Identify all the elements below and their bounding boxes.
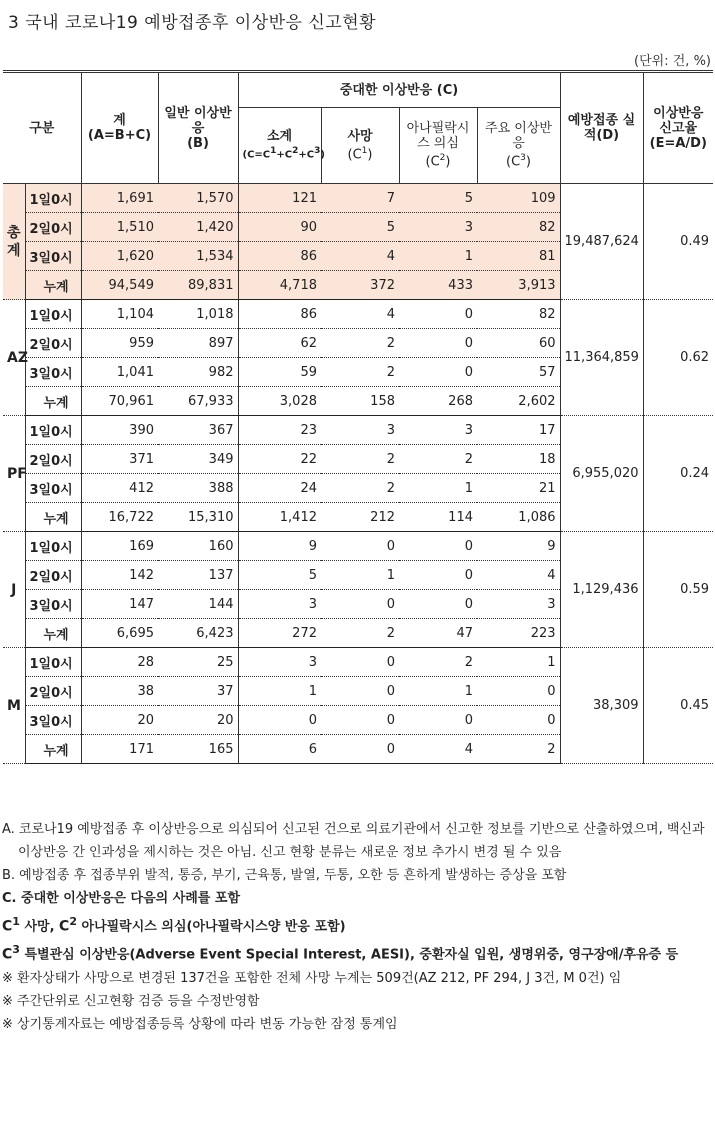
cell-c3: 9 xyxy=(477,532,560,561)
row-label: 1일0시 xyxy=(25,184,81,213)
cell-a: 1,691 xyxy=(81,184,158,213)
cell-c1: 372 xyxy=(321,271,399,300)
cell-c3: 1 xyxy=(477,648,560,677)
note-a: A. 코로나19 예방접종 후 이상반응으로 의심되어 신고된 건으로 의료기관에서 신고한 정보를 기반으로 산출하였으며, 백신과 이상반응 간 인과성을 제시하는 것은 아님. 신고 현황 분류는 새로운 정보 추가시 변경 될 수 있음 xyxy=(2,822,705,860)
cell-c: 62 xyxy=(238,329,321,358)
cell-c3: 18 xyxy=(477,445,560,474)
cell-c1: 2 xyxy=(321,445,399,474)
cell-b: 1,570 xyxy=(158,184,238,213)
cell-a: 147 xyxy=(81,590,158,619)
cell-c: 9 xyxy=(238,532,321,561)
cell-c: 1 xyxy=(238,677,321,706)
rate-cell: 0.59 xyxy=(643,532,713,648)
row-label: 1일0시 xyxy=(25,300,81,329)
cell-b: 20 xyxy=(158,706,238,735)
cell-a: 412 xyxy=(81,474,158,503)
vaccinations-cell: 38,309 xyxy=(560,648,643,764)
cell-a: 142 xyxy=(81,561,158,590)
cell-a: 169 xyxy=(81,532,158,561)
row-label: 누계 xyxy=(25,619,81,648)
row-label: 2일0시 xyxy=(25,445,81,474)
row-label: 3일0시 xyxy=(25,474,81,503)
cell-c1: 2 xyxy=(321,619,399,648)
table-row xyxy=(3,416,713,445)
note-death-total: ※ 환자상태가 사망으로 변경된 137건을 포함한 전체 사망 누계는 509건(AZ 212, PF 294, J 3건, M 0건) 임 xyxy=(2,970,622,986)
row-label: 1일0시 xyxy=(25,416,81,445)
cell-b: 349 xyxy=(158,445,238,474)
cell-c: 3,028 xyxy=(238,387,321,416)
note-weekly: ※ 주간단위로 신고현황 검증 등을 수정반영함 xyxy=(2,993,260,1009)
row-label: 2일0시 xyxy=(25,213,81,242)
cell-c2: 2 xyxy=(399,648,477,677)
vaccinations-cell: 19,487,624 xyxy=(560,184,643,300)
cell-c2: 5 xyxy=(399,184,477,213)
group-label: PF xyxy=(3,416,25,532)
cell-c: 24 xyxy=(238,474,321,503)
cell-c: 3 xyxy=(238,590,321,619)
rate-cell: 0.24 xyxy=(643,416,713,532)
cell-c1: 7 xyxy=(321,184,399,213)
cell-b: 15,310 xyxy=(158,503,238,532)
table-row xyxy=(3,300,713,329)
cell-c1: 5 xyxy=(321,213,399,242)
cell-c: 0 xyxy=(238,706,321,735)
cell-c3: 3 xyxy=(477,590,560,619)
cell-b: 137 xyxy=(158,561,238,590)
group-label: 총계 xyxy=(3,184,25,300)
cell-b: 6,423 xyxy=(158,619,238,648)
cell-c: 5 xyxy=(238,561,321,590)
header-major: 주요 이상반응 $(C^3)$ xyxy=(477,108,560,184)
cell-c2: 0 xyxy=(399,532,477,561)
cell-b: 982 xyxy=(158,358,238,387)
cell-c: 4,718 xyxy=(238,271,321,300)
cell-c3: 82 xyxy=(477,213,560,242)
page-title: 3 국내 코로나19 예방접종후 이상반응 신고현황 xyxy=(8,13,377,33)
cell-c: 86 xyxy=(238,300,321,329)
cell-a: 1,041 xyxy=(81,358,158,387)
cell-c2: 0 xyxy=(399,706,477,735)
cell-b: 89,831 xyxy=(158,271,238,300)
cell-b: 367 xyxy=(158,416,238,445)
cell-c2: 3 xyxy=(399,416,477,445)
footnotes xyxy=(2,818,710,1036)
cell-c3: 57 xyxy=(477,358,560,387)
cell-a: 6,695 xyxy=(81,619,158,648)
cell-c2: 433 xyxy=(399,271,477,300)
row-label: 누계 xyxy=(25,387,81,416)
header-general: 일반 이상반응 (B) xyxy=(158,72,238,184)
group-label: M xyxy=(3,648,25,764)
cell-c1: 0 xyxy=(321,706,399,735)
cell-c: 86 xyxy=(238,242,321,271)
table-row xyxy=(3,532,713,561)
cell-c1: 0 xyxy=(321,735,399,764)
cell-a: 1,620 xyxy=(81,242,158,271)
cell-c1: 4 xyxy=(321,242,399,271)
note-c1-c2: $C^1$ 사망, $C^2$ 아나필락시스 의심(아나필락시스양 반응 포함) xyxy=(2,915,346,935)
cell-c: 272 xyxy=(238,619,321,648)
rate-cell: 0.62 xyxy=(643,300,713,416)
cell-c3: 17 xyxy=(477,416,560,445)
cell-c1: 2 xyxy=(321,329,399,358)
table-row xyxy=(3,184,713,213)
cell-c2: 1 xyxy=(399,677,477,706)
cell-b: 1,534 xyxy=(158,242,238,271)
cell-c3: 1,086 xyxy=(477,503,560,532)
row-label: 2일0시 xyxy=(25,677,81,706)
row-label: 누계 xyxy=(25,271,81,300)
row-label: 3일0시 xyxy=(25,358,81,387)
cell-c1: 0 xyxy=(321,532,399,561)
cell-b: 67,933 xyxy=(158,387,238,416)
rate-cell: 0.49 xyxy=(643,184,713,300)
cell-c2: 0 xyxy=(399,329,477,358)
cell-c1: 2 xyxy=(321,474,399,503)
row-label: 3일0시 xyxy=(25,242,81,271)
cell-c2: 114 xyxy=(399,503,477,532)
cell-a: 1,510 xyxy=(81,213,158,242)
table-row xyxy=(3,648,713,677)
row-label: 누계 xyxy=(25,735,81,764)
vaccinations-cell: 1,129,436 xyxy=(560,532,643,648)
unit-label: (단위: 건, %) xyxy=(634,54,711,69)
cell-c2: 0 xyxy=(399,590,477,619)
cell-a: 371 xyxy=(81,445,158,474)
cell-b: 25 xyxy=(158,648,238,677)
cell-a: 20 xyxy=(81,706,158,735)
cell-a: 171 xyxy=(81,735,158,764)
cell-b: 1,420 xyxy=(158,213,238,242)
cell-a: 28 xyxy=(81,648,158,677)
cell-a: 94,549 xyxy=(81,271,158,300)
note-b: B. 예방접종 후 접종부위 발적, 통증, 부기, 근육통, 발열, 두통, 오한 등 흔하게 발생하는 증상을 포함 xyxy=(2,868,567,883)
cell-c2: 3 xyxy=(399,213,477,242)
cell-c3: 4 xyxy=(477,561,560,590)
cell-c2: 2 xyxy=(399,445,477,474)
cell-c2: 1 xyxy=(399,474,477,503)
cell-c1: 4 xyxy=(321,300,399,329)
header-serious: 중대한 이상반응 (C) xyxy=(238,72,560,108)
cell-c3: 109 xyxy=(477,184,560,213)
rate-cell: 0.45 xyxy=(643,648,713,764)
cell-c2: 4 xyxy=(399,735,477,764)
cell-c3: 2,602 xyxy=(477,387,560,416)
cell-a: 390 xyxy=(81,416,158,445)
cell-c2: 1 xyxy=(399,242,477,271)
vaccinations-cell: 11,364,859 xyxy=(560,300,643,416)
cell-c3: 223 xyxy=(477,619,560,648)
cell-c3: 0 xyxy=(477,677,560,706)
note-provisional: ※ 상기통계자료는 예방접종등록 상황에 따라 변동 가능한 잠정 통계임 xyxy=(2,1016,398,1032)
header-group: 구분 xyxy=(3,72,81,184)
cell-a: 959 xyxy=(81,329,158,358)
header-death: 사망 $(C^1)$ xyxy=(321,108,399,184)
cell-c1: 0 xyxy=(321,648,399,677)
cell-c3: 0 xyxy=(477,706,560,735)
cell-c3: 82 xyxy=(477,300,560,329)
cell-c1: 0 xyxy=(321,677,399,706)
cell-c1: 1 xyxy=(321,561,399,590)
cell-a: 38 xyxy=(81,677,158,706)
cell-b: 1,018 xyxy=(158,300,238,329)
row-label: 2일0시 xyxy=(25,329,81,358)
group-label: J xyxy=(3,532,25,648)
row-label: 3일0시 xyxy=(25,590,81,619)
cell-c1: 2 xyxy=(321,358,399,387)
cell-a: 70,961 xyxy=(81,387,158,416)
cell-b: 160 xyxy=(158,532,238,561)
header-subtotal: 소계 ($C=C^1+C^2+C^3$ xyxy=(238,108,321,184)
cell-a: 1,104 xyxy=(81,300,158,329)
note-c3: $C^3$ 특별관심 이상반응(Adverse Event Special Interest, AESI), 중환자실 입원, 생명위중, 영구장애/후유증 등 xyxy=(2,943,679,963)
cell-c1: 158 xyxy=(321,387,399,416)
cell-c2: 0 xyxy=(399,358,477,387)
row-label: 2일0시 xyxy=(25,561,81,590)
cell-c: 121 xyxy=(238,184,321,213)
group-label: AZ xyxy=(3,300,25,416)
cell-c2: 0 xyxy=(399,561,477,590)
row-label: 누계 xyxy=(25,503,81,532)
cell-b: 165 xyxy=(158,735,238,764)
adverse-event-table xyxy=(3,70,713,764)
cell-c: 1,412 xyxy=(238,503,321,532)
row-label: 1일0시 xyxy=(25,648,81,677)
cell-c1: 0 xyxy=(321,590,399,619)
note-c: C. 중대한 이상반응은 다음의 사례를 포함 xyxy=(2,891,241,906)
header-rate: 이상반응 신고율 (E=A/D) xyxy=(643,72,713,184)
cell-c2: 268 xyxy=(399,387,477,416)
header-anaphylaxis: 아나필락시스 의심 $(C^2)$ xyxy=(399,108,477,184)
cell-c: 6 xyxy=(238,735,321,764)
cell-c: 23 xyxy=(238,416,321,445)
cell-c2: 47 xyxy=(399,619,477,648)
cell-c: 22 xyxy=(238,445,321,474)
cell-c1: 3 xyxy=(321,416,399,445)
cell-c3: 2 xyxy=(477,735,560,764)
cell-c3: 3,913 xyxy=(477,271,560,300)
cell-b: 388 xyxy=(158,474,238,503)
cell-c: 59 xyxy=(238,358,321,387)
header-total: 계 (A=B+C) xyxy=(81,72,158,184)
cell-b: 144 xyxy=(158,590,238,619)
cell-c3: 81 xyxy=(477,242,560,271)
vaccinations-cell: 6,955,020 xyxy=(560,416,643,532)
cell-c3: 60 xyxy=(477,329,560,358)
header-vaccinations: 예방접종 실적(D) xyxy=(560,72,643,184)
cell-c2: 0 xyxy=(399,300,477,329)
cell-b: 37 xyxy=(158,677,238,706)
cell-b: 897 xyxy=(158,329,238,358)
cell-c3: 21 xyxy=(477,474,560,503)
cell-c1: 212 xyxy=(321,503,399,532)
row-label: 1일0시 xyxy=(25,532,81,561)
row-label: 3일0시 xyxy=(25,706,81,735)
cell-c: 90 xyxy=(238,213,321,242)
cell-c: 3 xyxy=(238,648,321,677)
cell-a: 16,722 xyxy=(81,503,158,532)
